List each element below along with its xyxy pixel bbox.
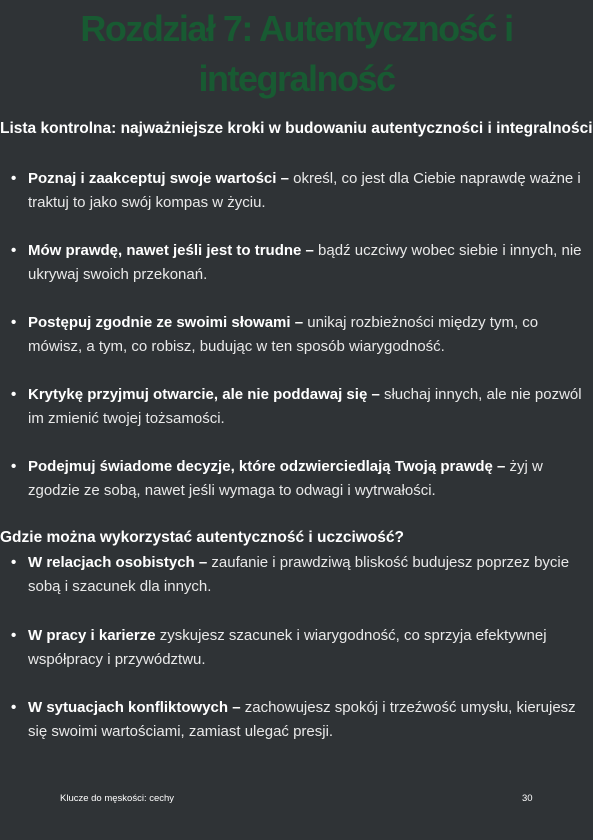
checklist-heading: Lista kontrolna: najważniejsze kroki w budowaniu autentyczności i integralności <box>0 120 593 137</box>
list-item-text <box>28 551 593 598</box>
bullet-icon: • <box>11 170 17 187</box>
bullet-icon: • <box>11 458 17 475</box>
list-item-desc: unikaj rozbieżności między tym, co mówisz, a tym, co robisz, budując w ten sposób wiarygodność. <box>28 314 539 355</box>
bullet-icon: • <box>11 242 17 259</box>
footer-book-title: Klucze do męskości: cechy <box>60 793 175 804</box>
page-number: 30 <box>522 793 533 804</box>
list-item-desc: słuchaj innych, ale nie pozwól im zmienić twojej tożsamości. <box>28 386 582 427</box>
list-item-text <box>28 383 593 430</box>
list-item-text <box>28 455 593 502</box>
bullet-icon: • <box>11 699 17 716</box>
list-item-desc: żyj w zgodzie ze sobą, nawet jeśli wymaga to odwagi i wytrwałości. <box>28 458 543 499</box>
list-item-text <box>28 624 593 671</box>
list-item-term: Poznaj i zaakceptuj swoje wartości – <box>28 170 289 187</box>
list-item-text <box>28 167 593 214</box>
list-item-term: W pracy i karierze <box>28 627 156 644</box>
list-item-desc: zaufanie i prawdziwą bliskość budujesz poprzez bycie sobą i szacunek dla innych. <box>28 554 570 595</box>
usage-heading: Gdzie można wykorzystać autentyczność i uczciwość? <box>0 529 404 546</box>
list-item-term: W sytuacjach konfliktowych – <box>28 699 241 716</box>
list-item-text <box>28 239 593 286</box>
bullet-icon: • <box>11 554 17 571</box>
list-item-desc: zyskujesz szacunek i wiarygodność, co sprzyja efektywnej współpracy i przywództwu. <box>28 627 547 668</box>
list-item-term: Podejmuj świadome decyzje, które odzwierciedlają Twoją prawdę – <box>28 458 506 475</box>
list-item-desc: zachowujesz spokój i trzeźwość umysłu, kierujesz się swoimi wartościami, zamiast ulegać presji. <box>28 699 576 740</box>
list-item-term: W relacjach osobistych – <box>28 554 208 571</box>
list-item-term: Postępuj zgodnie ze swoimi słowami – <box>28 314 304 331</box>
list-item-desc: bądź uczciwy wobec siebie i innych, nie ukrywaj swoich przekonań. <box>28 242 582 283</box>
bullet-icon: • <box>11 386 17 403</box>
page-title: Rozdział 7: Autentyczność i integralność <box>80 8 513 99</box>
list-item-term: Krytykę przyjmuj otwarcie, ale nie poddawaj się – <box>28 386 380 403</box>
list-item-desc: określ, co jest dla Ciebie naprawdę ważne i traktuj to jako swój kompas w życiu. <box>28 170 581 211</box>
bullet-icon: • <box>11 627 17 644</box>
list-item-text <box>28 311 593 358</box>
list-item-text <box>28 696 593 743</box>
bullet-icon: • <box>11 314 17 331</box>
list-item-term: Mów prawdę, nawet jeśli jest to trudne – <box>28 242 314 259</box>
